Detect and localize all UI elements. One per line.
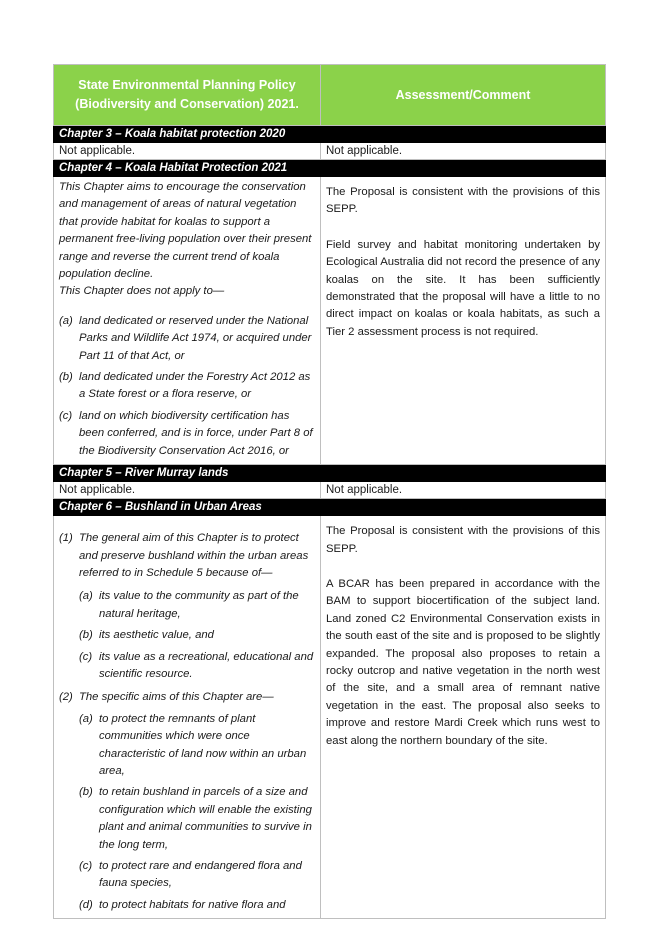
chapter-4-title: Chapter 4 – Koala Habitat Protection 2021 [54,160,606,177]
chapter-5-title: Chapter 5 – River Murray lands [54,465,606,482]
chapter-6-title: Chapter 6 – Bushland in Urban Areas [54,499,606,516]
list-marker: (a) [59,314,73,327]
chapter-6-heading-row [54,499,606,516]
chapter-5-row [54,482,606,499]
list-text: to protect rare and endangered flora and fauna species, [99,860,302,890]
sub-list-item [79,784,314,854]
sub-list-item [79,711,314,781]
chapter-4-aims: This Chapter aims to encourage the conservation and management of areas of natural vegetation that provide habitat for koalas to support a permanent free-living population over their present range and reverse the current trend of koala population decline. [59,181,312,281]
list-marker: (c) [79,650,93,663]
list-marker: (b) [59,371,73,384]
list-marker: (c) [59,409,73,422]
list-item [59,369,314,404]
chapter-4-row [54,177,606,465]
list-item [59,408,314,460]
list-marker: (a) [79,712,93,725]
sub-list-item [79,627,314,644]
chapter-4-comment-survey: Field survey and habitat monitoring undertaken by Ecological Australia did not record the presence of any koalas on the site. It has been sufficiently demonstrated that the proposal will have a little to no direct impact on koalas or koala habitats, as such a Tier 2 assessment process is not required. [326,238,600,338]
sub-list-item [79,897,314,914]
list-text: its aesthetic value, and [99,629,214,642]
list-marker: (2) [59,691,73,704]
list-marker: (b) [79,629,93,642]
chapter-5-comment-cell: Not applicable. [321,482,606,499]
chapter-6-policy-cell [54,516,321,919]
chapter-3-heading-row [54,126,606,143]
list-marker: (1) [59,532,73,545]
header-policy-cell [54,65,321,126]
list-marker: (a) [79,590,93,603]
chapter-3-title: Chapter 3 – Koala habitat protection 2020 [54,126,606,143]
chapter-6-row [54,516,606,919]
table-header-row [54,65,606,126]
list-text: to protect habitats for native flora and [99,898,286,911]
list-text: land dedicated or reserved under the National Parks and Wildlife Act 1974, or acquired under Part 11 of that Act, or [79,314,312,362]
list-marker: (b) [79,786,93,799]
header-comment-cell: Assessment/Comment [321,65,606,126]
list-text: its value as a recreational, educational and scientific resource. [99,650,314,680]
chapter-3-policy-cell: Not applicable. [54,143,321,160]
sub-list-item [79,588,314,623]
list-marker: (d) [79,898,93,911]
list-item [59,313,314,365]
list-text: land on which biodiversity certification has been conferred, and is in force, under Part 8 of the Biodiversity Conservation Act 2016, or [79,409,313,457]
chapter-4-comment-cell [321,177,606,465]
sub-list-item [79,649,314,684]
chapter-3-comment-cell: Not applicable. [321,143,606,160]
chapter-6-comment-cell [321,516,606,919]
header-policy-line1: State Environmental Planning Policy [78,78,296,92]
chapter-5-heading-row [54,465,606,482]
list-text: its value to the community as part of the natural heritage, [99,590,299,620]
assessment-table [53,64,606,919]
list-text: The specific aims of this Chapter are— [79,691,274,704]
sepp-assessment-page [53,64,605,919]
sub-list-item [79,858,314,893]
list-item [59,530,314,582]
chapter-5-policy-cell: Not applicable. [54,482,321,499]
chapter-4-comment-consistent: The Proposal is consistent with the provisions of this SEPP. [326,186,600,216]
chapter-4-heading-row [54,160,606,177]
chapter-6-comment-bcar: A BCAR has been prepared in accordance with the BAM to support biocertification of the subject land. Land zoned C2 Environmental Conservation exists in the south east of the site and is proposed to be slightly expanded. The proposal also proposes to retain a rocky outcrop and native vegetation in the north west of the site, and a small area of remnant native vegetation in the east. The proposal also seeks to improve and restore Mardi Creek which runs west to east along the northern boundary of the site. [326,577,600,747]
list-item [59,689,314,706]
list-marker: (c) [79,860,93,872]
chapter-3-row [54,143,606,160]
list-text: land dedicated under the Forestry Act 2012 as a State forest or a flora reserve, or [79,371,311,401]
chapter-4-policy-cell [54,177,321,465]
chapter-4-not-apply: This Chapter does not apply to— [59,285,225,298]
list-text: to protect the remnants of plant communities which were once characteristic of land now within an urban area, [99,712,307,777]
list-text: to retain bushland in parcels of a size and configuration which will enable the existing plant and animal communities to survive in the long term, [99,786,312,851]
chapter-6-comment-consistent: The Proposal is consistent with the provisions of this SEPP. [326,525,600,555]
header-policy-line2: (Biodiversity and Conservation) 2021. [75,97,299,111]
list-text: The general aim of this Chapter is to protect and preserve bushland within the urban areas referred to in Schedule 5 because of— [79,532,309,579]
